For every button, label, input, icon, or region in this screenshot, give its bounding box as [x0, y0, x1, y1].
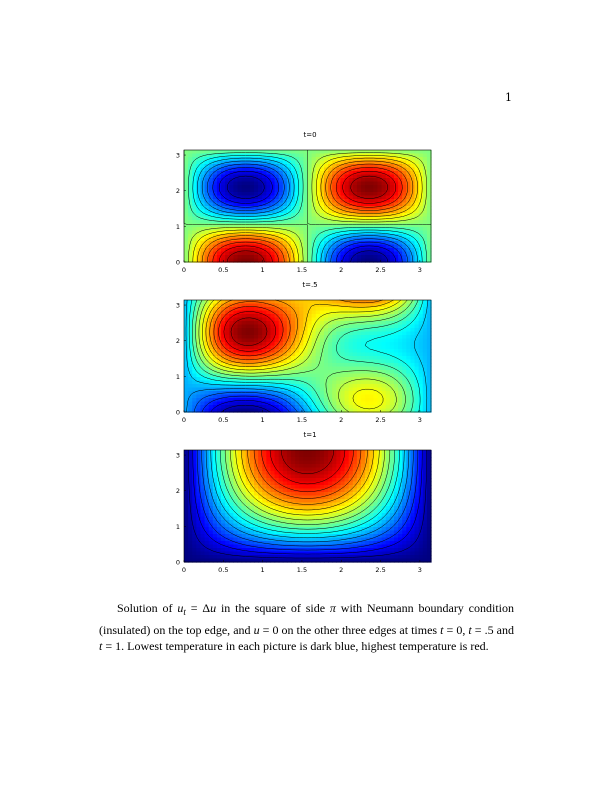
x-tick-label: 2 [339, 416, 344, 424]
x-tick-label: 3 [417, 266, 422, 274]
y-tick-label: 2 [175, 187, 180, 196]
figure-caption: Solution of $u_t = \Delta u$ in the square of side π with Neumann boundary condition (insulated) on the top edge, and u = 0 on the other three edges at times t = 0, t = .5 and t = 1. Lowest temperature in each picture is dark blue, highest temperature is red. [99, 601, 514, 654]
y-tick-label: 1 [175, 372, 180, 381]
y-tick-label: 3 [175, 301, 180, 310]
x-tick-label: 1 [260, 566, 265, 574]
y-tick-label: 2 [175, 337, 180, 346]
contour-plot-t05 [170, 290, 445, 425]
y-tick-label: 1 [175, 222, 180, 231]
x-tick-label: 1 [260, 416, 265, 424]
x-tick-label: 2.5 [375, 416, 386, 424]
x-tick-label: 0 [181, 416, 187, 424]
x-tick-label: 1.5 [296, 416, 308, 424]
x-tick-label: 0 [181, 566, 187, 574]
x-tick-label: 0.5 [218, 266, 229, 274]
panel-title-t0: t=0 [303, 131, 317, 139]
y-tick-label: 0 [175, 258, 180, 267]
panel-title-t1: t=1 [303, 431, 317, 439]
x-tick-label: 0 [181, 266, 187, 274]
x-tick-label: 3 [417, 416, 422, 424]
y-tick-label: 2 [175, 487, 180, 496]
x-tick-label: 3 [417, 566, 422, 574]
x-tick-label: 0.5 [218, 416, 229, 424]
contour-plot-t0 [170, 140, 445, 275]
page-number: 1 [505, 91, 512, 104]
x-tick-label: 1.5 [296, 566, 308, 574]
x-tick-label: 0.5 [218, 566, 229, 574]
contour-plot-t1 [170, 440, 445, 575]
y-tick-label: 1 [175, 522, 180, 531]
y-tick-label: 3 [175, 151, 180, 160]
y-tick-label: 3 [175, 451, 180, 460]
x-tick-label: 2 [339, 566, 344, 574]
x-tick-label: 2.5 [375, 266, 386, 274]
x-tick-label: 1 [260, 266, 265, 274]
x-tick-label: 2 [339, 266, 344, 274]
y-tick-label: 0 [175, 558, 180, 567]
panel-title-t05: t=.5 [302, 281, 318, 289]
y-tick-label: 0 [175, 408, 180, 417]
x-tick-label: 1.5 [296, 266, 308, 274]
x-tick-label: 2.5 [375, 566, 386, 574]
